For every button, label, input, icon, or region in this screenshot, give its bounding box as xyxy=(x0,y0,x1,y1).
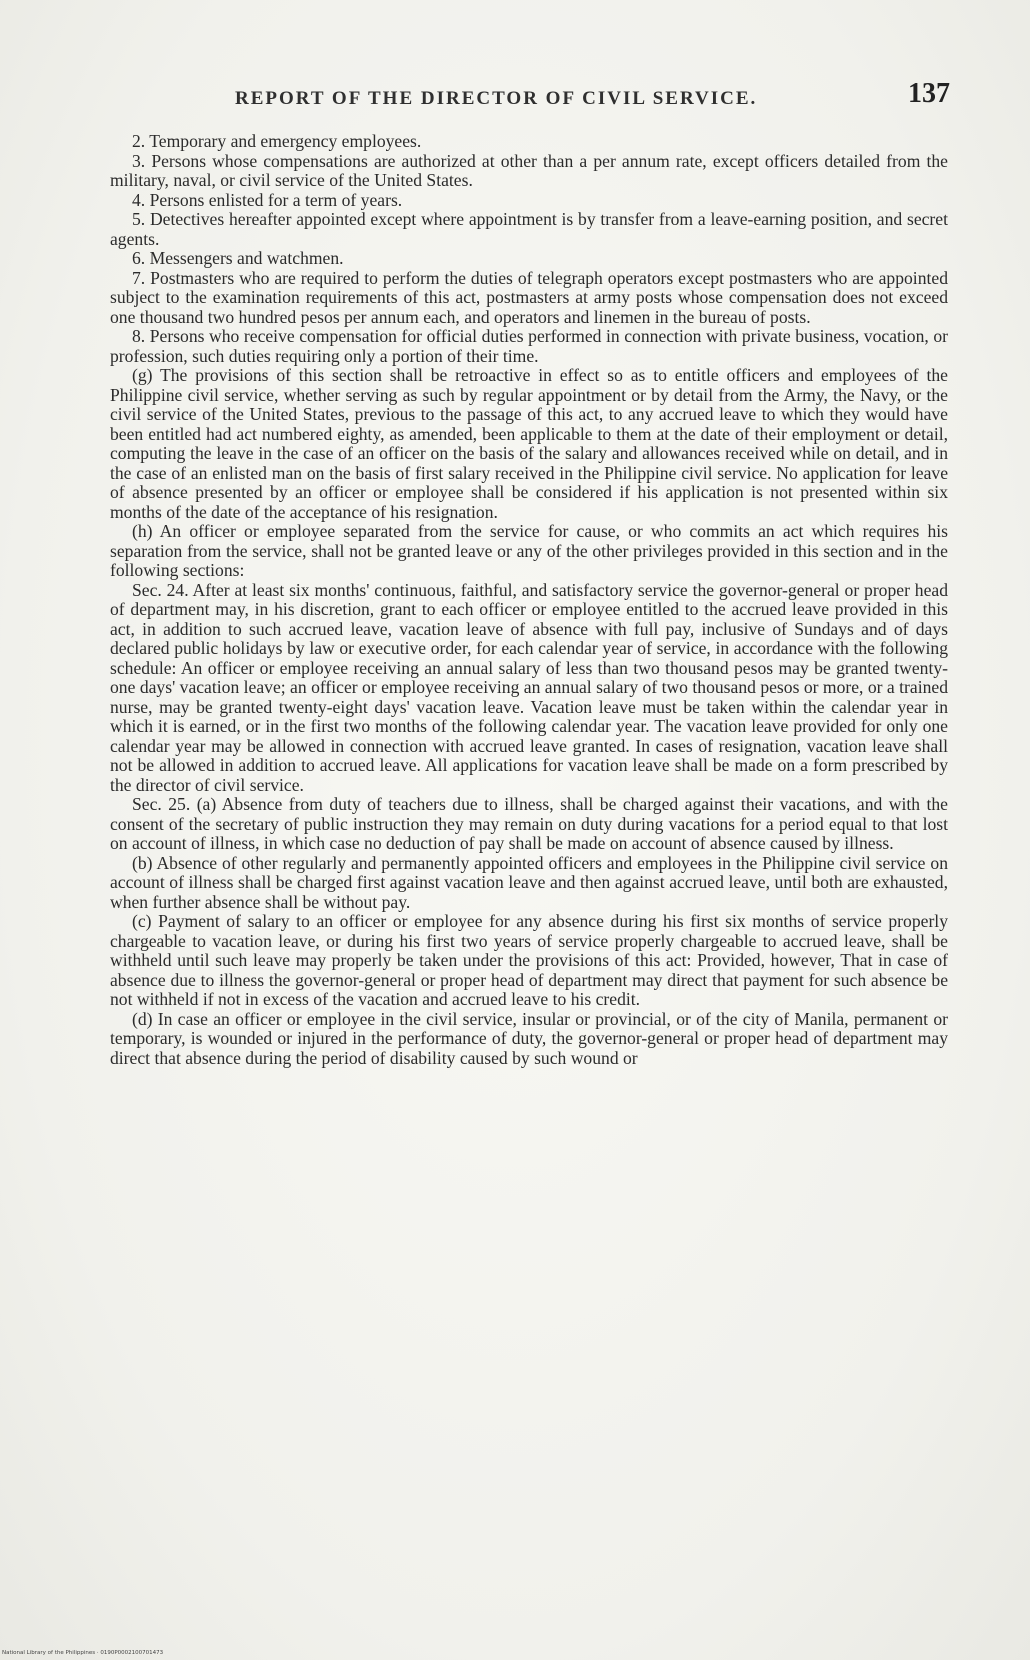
paragraph: Sec. 25. (a) Absence from duty of teachers due to illness, shall be charged against their vacations, and with the consent of the secretary of public instruction they may remain on duty during vacations for a period equal to that lost on account of illness, in which case no deduction of pay shall be made on account of absence caused by illness. xyxy=(110,794,948,853)
paragraph: 6. Messengers and watchmen. xyxy=(132,248,344,268)
paragraph: 2. Temporary and emergency employees. xyxy=(132,131,422,151)
paragraph: 5. Detectives hereafter appointed except where appointment is by transfer from a leave-earning position, and secret agents. xyxy=(110,209,948,249)
paragraph: (b) Absence of other regularly and permanently appointed officers and employees in the Philippine civil service on account of illness shall be charged first against vacation leave and then against accrued leave, until both are exhausted, when further absence shall be without pay. xyxy=(110,852,948,912)
paragraph: Sec. 24. After at least six months' continuous, faithful, and satisfactory service the governor-general or proper head of department may, in his discretion, grant to each officer or employee entitled to the accrued leave provided in this act, in addition to such accrued leave, vacation leave of absence with full pay, inclusive of Sundays and of days declared public holidays by law or executive order, for each calendar year of service, in accordance with the following schedule: An officer or employee receiving an annual salary of less than two thousand pesos may be granted twenty-one days' vacation leave; an officer or employee receiving an annual salary of two thousand pesos or more, or a trained nurse, may be granted twenty-eight days' vacation leave. Vacation leave must be taken within the calendar year in which it is earned, or in the first two months of the following calendar year. The vacation leave provided for only one calendar year may be allowed in connection with accrued leave granted. In cases of resignation, vacation leave shall not be allowed in addition to accrued leave. All applications for vacation leave shall be made on a form prescribed by the director of civil service. xyxy=(110,579,948,795)
paragraph: 4. Persons enlisted for a term of years. xyxy=(132,189,403,210)
page-number: 137 xyxy=(908,78,950,109)
paragraph: 3. Persons whose compensations are authorized at other than a per annum rate, except officers detailed from the military, naval, or civil service of the United States. xyxy=(110,150,948,190)
footer-credit: National Library of the Philippines · 0190P0002100701473 xyxy=(2,1650,164,1656)
paragraph: 8. Persons who receive compensation for official duties performed in connection with private business, vocation, or profession, such duties requiring only a portion of their time. xyxy=(110,326,948,366)
page-header xyxy=(110,78,950,118)
body-text xyxy=(110,132,948,1068)
paragraph: (h) An officer or employee separated from the service for cause, or who commits an act which requires his separation from the service, shall not be granted leave or any of the other privileges provided in this section and in the following sections: xyxy=(110,521,948,580)
paragraph: (c) Payment of salary to an officer or employee for any absence during his first six months of service properly chargeable to vacation leave, or during his first two years of service properly chargeable to accrued leave, shall be withheld until such leave may properly be taken under the provisions of this act: Provided, however, That in case of absence due to illness the governor-general or proper head of department may direct that payment for such absence be not withheld if not in excess of the vacation and accrued leave to his credit. xyxy=(110,911,948,1009)
paragraph: 7. Postmasters who are required to perform the duties of telegraph operators except postmasters who are appointed subject to the examination requirements of this act, postmasters at army posts whose compensation does not exceed one thousand two hundred pesos per annum each, and operators and linemen in the bureau of posts. xyxy=(110,267,948,327)
paragraph: (d) In case an officer or employee in the civil service, insular or provincial, or of the city of Manila, permanent or temporary, is wounded or injured in the performance of duty, the governor-general or proper head of department may direct that absence during the period of disability caused by such wound or xyxy=(110,1008,948,1068)
running-head: REPORT OF THE DIRECTOR OF CIVIL SERVICE. xyxy=(235,88,758,109)
paragraph: (g) The provisions of this section shall be retroactive in effect so as to entitle officers and employees of the Philippine civil service, whether serving as such by regular appointment or by detail from the Army, the Navy, or the civil service of the United States, previous to the passage of this act, to any accrued leave to which they would have been entitled had act numbered eighty, as amended, been applicable to them at the date of their employment or detail, computing the leave in the case of an officer on the basis of the salary and allowances received while on detail, and in the case of an enlisted man on the basis of first salary received in the Philippine civil service. No application for leave of absence presented by an officer or employee shall be considered if his application is not presented within six months of the date of the acceptance of his resignation. xyxy=(110,365,948,522)
